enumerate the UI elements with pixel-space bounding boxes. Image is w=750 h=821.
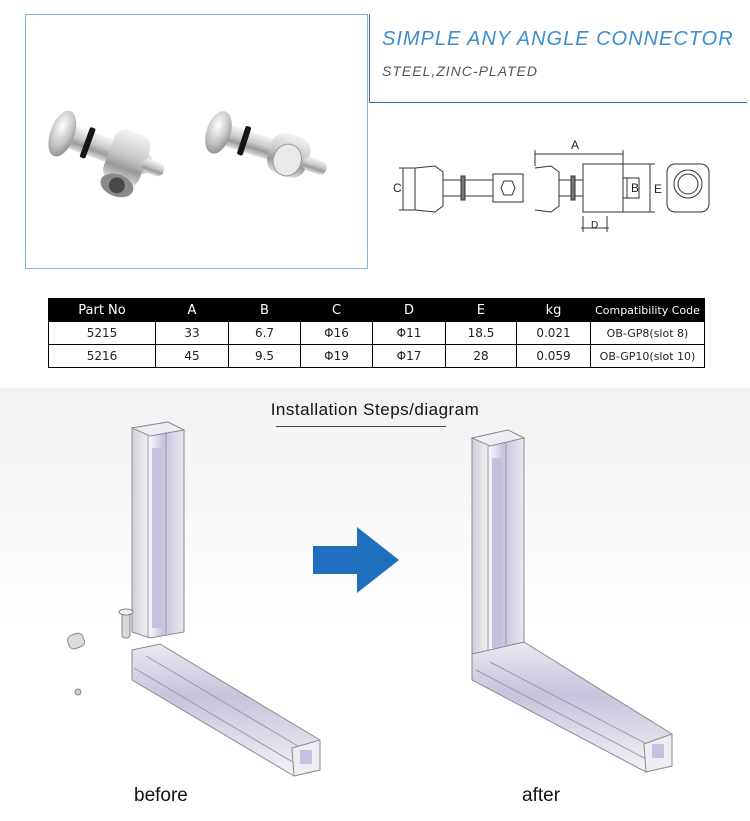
horizontal-profile xyxy=(132,644,320,776)
label-c: C xyxy=(393,181,402,195)
cell-c: Φ16 xyxy=(301,322,373,345)
cell-part-no: 5216 xyxy=(49,345,156,368)
cell-a: 45 xyxy=(156,345,229,368)
table-row xyxy=(49,345,705,368)
cell-d: Φ11 xyxy=(373,322,446,345)
cell-compatibility: OB-GP10(slot 10) xyxy=(591,345,705,368)
cell-compatibility: OB-GP8(slot 8) xyxy=(591,322,705,345)
label-a: A xyxy=(571,138,580,152)
table-row xyxy=(49,322,705,345)
cell-b: 9.5 xyxy=(229,345,301,368)
cell-a: 33 xyxy=(156,322,229,345)
drawing-end-view xyxy=(667,164,709,212)
spec-table xyxy=(48,298,705,368)
cell-e: 18.5 xyxy=(446,322,517,345)
product-title: SIMPLE ANY ANGLE CONNECTOR xyxy=(382,28,734,50)
product-subtitle: STEEL,ZINC-PLATED xyxy=(382,63,538,79)
col-header-d: D xyxy=(373,299,446,322)
col-header-b: B xyxy=(229,299,301,322)
installation-title: Installation Steps/diagram xyxy=(270,400,480,419)
horizontal-profile-assembled xyxy=(472,642,672,772)
col-header-compatibility: Compatibility Code xyxy=(591,299,705,322)
after-diagram xyxy=(450,418,710,778)
loose-connector-parts xyxy=(66,609,133,695)
technical-drawing xyxy=(395,128,725,238)
before-diagram xyxy=(60,418,330,778)
col-header-part-no: Part No xyxy=(49,299,156,322)
vertical-profile-assembled xyxy=(472,430,524,662)
col-header-e: E xyxy=(446,299,517,322)
cell-d: Φ17 xyxy=(373,345,446,368)
cell-kg: 0.059 xyxy=(517,345,591,368)
header-divider-horizontal xyxy=(369,102,747,103)
spec-table-header-row xyxy=(49,299,705,322)
cell-b: 6.7 xyxy=(229,322,301,345)
after-label: after xyxy=(522,785,561,806)
col-header-c: C xyxy=(301,299,373,322)
col-header-kg: kg xyxy=(517,299,591,322)
label-e: E xyxy=(654,182,663,196)
connector-photo-image xyxy=(26,15,367,268)
cell-e: 28 xyxy=(446,345,517,368)
cell-kg: 0.021 xyxy=(517,322,591,345)
cell-part-no: 5215 xyxy=(49,322,156,345)
label-d: D xyxy=(591,220,599,231)
connector-left xyxy=(37,105,173,209)
connector-right xyxy=(200,108,333,189)
product-photo xyxy=(25,14,368,269)
vertical-profile xyxy=(132,422,184,638)
col-header-a: A xyxy=(156,299,229,322)
drawing-side-view xyxy=(399,166,523,212)
cell-c: Φ19 xyxy=(301,345,373,368)
arrow-right-icon xyxy=(313,527,399,593)
header-divider-vertical xyxy=(369,14,370,103)
label-b: B xyxy=(631,181,640,195)
before-label: before xyxy=(134,785,188,806)
